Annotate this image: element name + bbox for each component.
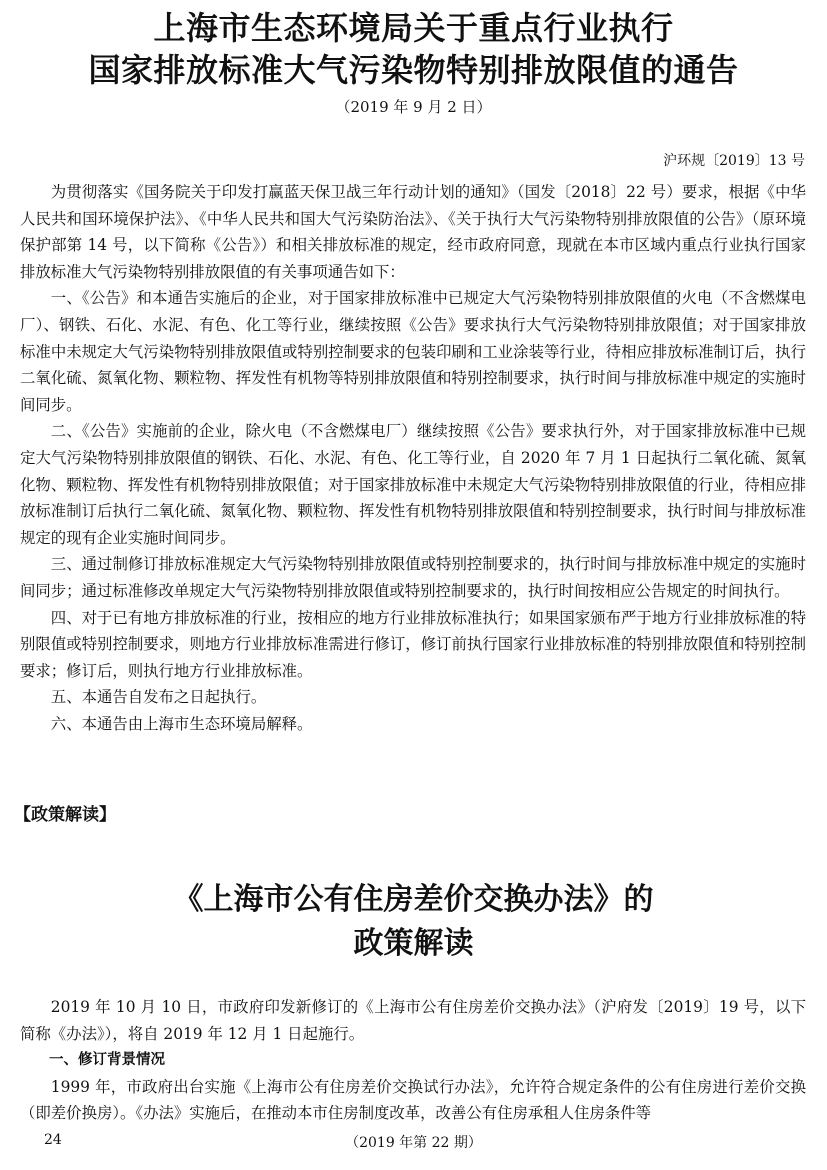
notice-date: （2019 年 9 月 2 日） — [335, 98, 492, 116]
interpretation-title-line1: 《上海市公有住房差价交换办法》的 — [173, 882, 654, 917]
page-number: 24 — [44, 1132, 62, 1148]
notice-paragraph-intro: 为贯彻落实《国务院关于印发打赢蓝天保卫战三年行动计划的通知》（国发〔2018〕22 号）要求，根据《中华人民共和国环境保护法》、《中华人民共和国大气污染防治法》、《关于执行大气污染物特别排放限值的公告》（原环境保护部第 14 号，以下简称《公告》）和相关排放标准的规定，经市政府同意，现就在本市区域内重点行业执行国家排放标准大气污染物特别排放限值的有关事项通告如下： — [20, 183, 806, 281]
notice-title-line1: 上海市生态环境局关于重点行业执行 — [153, 9, 674, 47]
interpretation-paragraph: 1999 年，市政府出台实施《上海市公有住房差价交换试行办法》，允许符合规定条件的公有住房进行差价交换（即差价换房）。《办法》实施后，在推动本市住房制度改革，改善公有住房承租人住房条件等 — [20, 1077, 806, 1123]
notice-paragraph-6: 六、本通告由上海市生态环境局解释。 — [50, 714, 313, 733]
notice-paragraph-4: 四、对于已有地方排放标准的行业，按相应的地方行业排放标准执行；如果国家颁布严于地方行业排放标准的特别限值或特别控制要求，则地方行业排放标准需进行修订，修订前执行国家行业排放标准的特别排放限值和特别控制要求；修订后，则执行地方行业排放标准。 — [20, 608, 806, 680]
notice-paragraph-2: 二、《公告》实施前的企业，除火电（不含燃煤电厂）继续按照《公告》要求执行外，对于国家排放标准中已规定大气污染物特别排放限值的钢铁、石化、水泥、有色、化工等行业，自 2020 年 7 月 1 日起执行二氧化硫、氮氧化物、颗粒物、挥发性有机物特别排放限值；对于国家排放标准中未规定大气污染物特别排放限值的行业，待相应排放标准制订后执行二氧化硫、氮氧化物、颗粒物、挥发性有机物特别排放限值和特别控制要求，执行时间与排放标准规定的现有企业实施时间同步。 — [20, 422, 806, 547]
issue-label: （2019 年第 22 期） — [345, 1135, 482, 1151]
interpretation-intro: 2019 年 10 月 10 日，市政府印发新修订的《上海市公有住房差价交换办法》（沪府发〔2019〕19 号，以下简称《办法》），将自 2019 年 12 月 1 日起施行。 — [20, 998, 806, 1043]
interpretation-body — [20, 994, 806, 1127]
notice-paragraph-3: 三、通过制修订排放标准规定大气污染物特别排放限值或特别控制要求的，执行时间与排放标准中规定的实施时间同步；通过标准修改单规定大气污染物特别排放限值或特别控制要求的，执行时间按相应公告规定的时间执行。 — [20, 555, 806, 600]
document-number: 沪环规〔2019〕13 号 — [663, 153, 805, 169]
interpretation-subheading: 一、修订背景情况 — [49, 1052, 165, 1069]
notice-title-line2: 国家排放标准大气污染物特别排放限值的通告 — [88, 51, 739, 89]
notice-paragraph-1: 一、《公告》和本通告实施后的企业，对于国家排放标准中已规定大气污染物特别排放限值的火电（不含燃煤电厂）、钢铁、石化、水泥、有色、化工等行业，继续按照《公告》要求执行大气污染物特别排放限值；对于国家排放标准中未规定大气污染物特别排放限值或特别控制要求的包装印刷和工业涂装等行业，待相应排放标准制订后，执行二氧化硫、氮氧化物、颗粒物、挥发性有机物等特别排放限值和特别控制要求，执行时间与排放标准中规定的实施时间同步。 — [20, 289, 806, 414]
interpretation-title-line2: 政策解读 — [353, 926, 474, 961]
notice-paragraph-5: 五、本通告自发布之日起执行。 — [50, 688, 267, 707]
notice-body — [20, 179, 806, 737]
section-heading: 【政策解读】 — [14, 805, 116, 825]
